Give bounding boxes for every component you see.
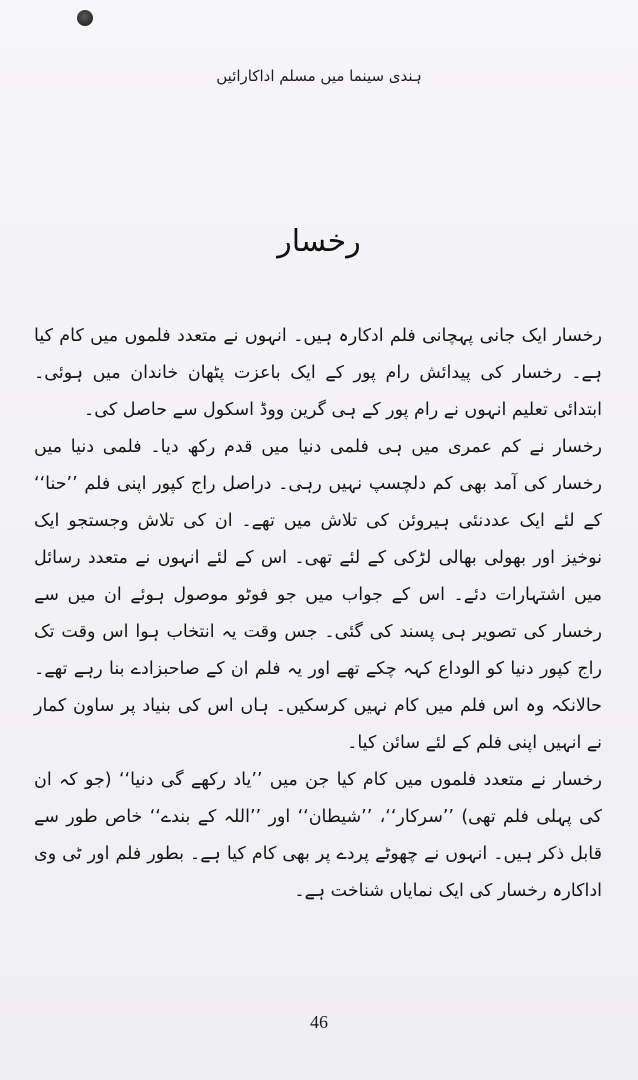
- chapter-title: رخسار: [277, 224, 361, 259]
- paragraph: رخسار نے کم عمری میں ہی فلمی دنیا میں قدم رکھ دیا۔ فلمی دنیا میں رخسار کی آمد بھی کم دلچسپ نہیں رہی۔ دراصل راج کپور اپنی فلم ’’حنا‘‘ کے لئے ایک عددنئی ہیروئن کی تلاش میں تھے۔ ان کی تلاش وجستجو ایک نوخیز اور بھولی بھالی لڑکی کے لئے تھی۔ اس کے لئے انہوں نے متعدد رسائل میں اشتہارات دئے۔ اس کے جواب میں جو فوٹو موصول ہوئے ان میں سے رخسار کی تصویر ہی پسند کی گئی۔ جس وقت یہ انتخاب ہوا اس وقت تک راج کپور دنیا کو الوداع کہہ چکے تھے اور یہ فلم ان کے صاحبزادے بنا رہے تھے۔ حالانکہ وہ اس فلم میں کام نہیں کرسکیں۔ ہاں اس کی بنیاد پر ساون کمار نے انہیں اپنی فلم کے لئے سائن کیا۔: [34, 437, 602, 753]
- paragraph: رخسار ایک جانی پہچانی فلم ادکارہ ہیں۔ انہوں نے متعدد فلموں میں کام کیا ہے۔ رخسار کی پیدائش رام پور کے ایک باعزت پٹھان خاندان میں ہوئی۔ ابتدائی تعلیم انہوں نے رام پور کے ہی گرین ووڈ اسکول سے حاصل کی۔: [34, 326, 602, 420]
- running-header: ہندی سینما میں مسلم اداکارائیں: [216, 67, 422, 85]
- paragraph: رخسار نے متعدد فلموں میں کام کیا جن میں ’’یاد رکھے گی دنیا‘‘ (جو کہ ان کی پہلی فلم تھی) ’’سرکار‘‘، ’’شیطان‘‘ اور ’’اللہ کے بندے‘‘ خاص طور سے قابل ذکر ہیں۔ انہوں نے چھوٹے پردے پر بھی کام کیا ہے۔ بطور فلم اور ٹی وی اداکارہ رخسار کی ایک نمایاں شناخت ہے۔: [34, 770, 602, 901]
- body-text: [34, 318, 602, 910]
- page-number: 46: [310, 1012, 328, 1032]
- punch-hole-mark: [77, 10, 93, 26]
